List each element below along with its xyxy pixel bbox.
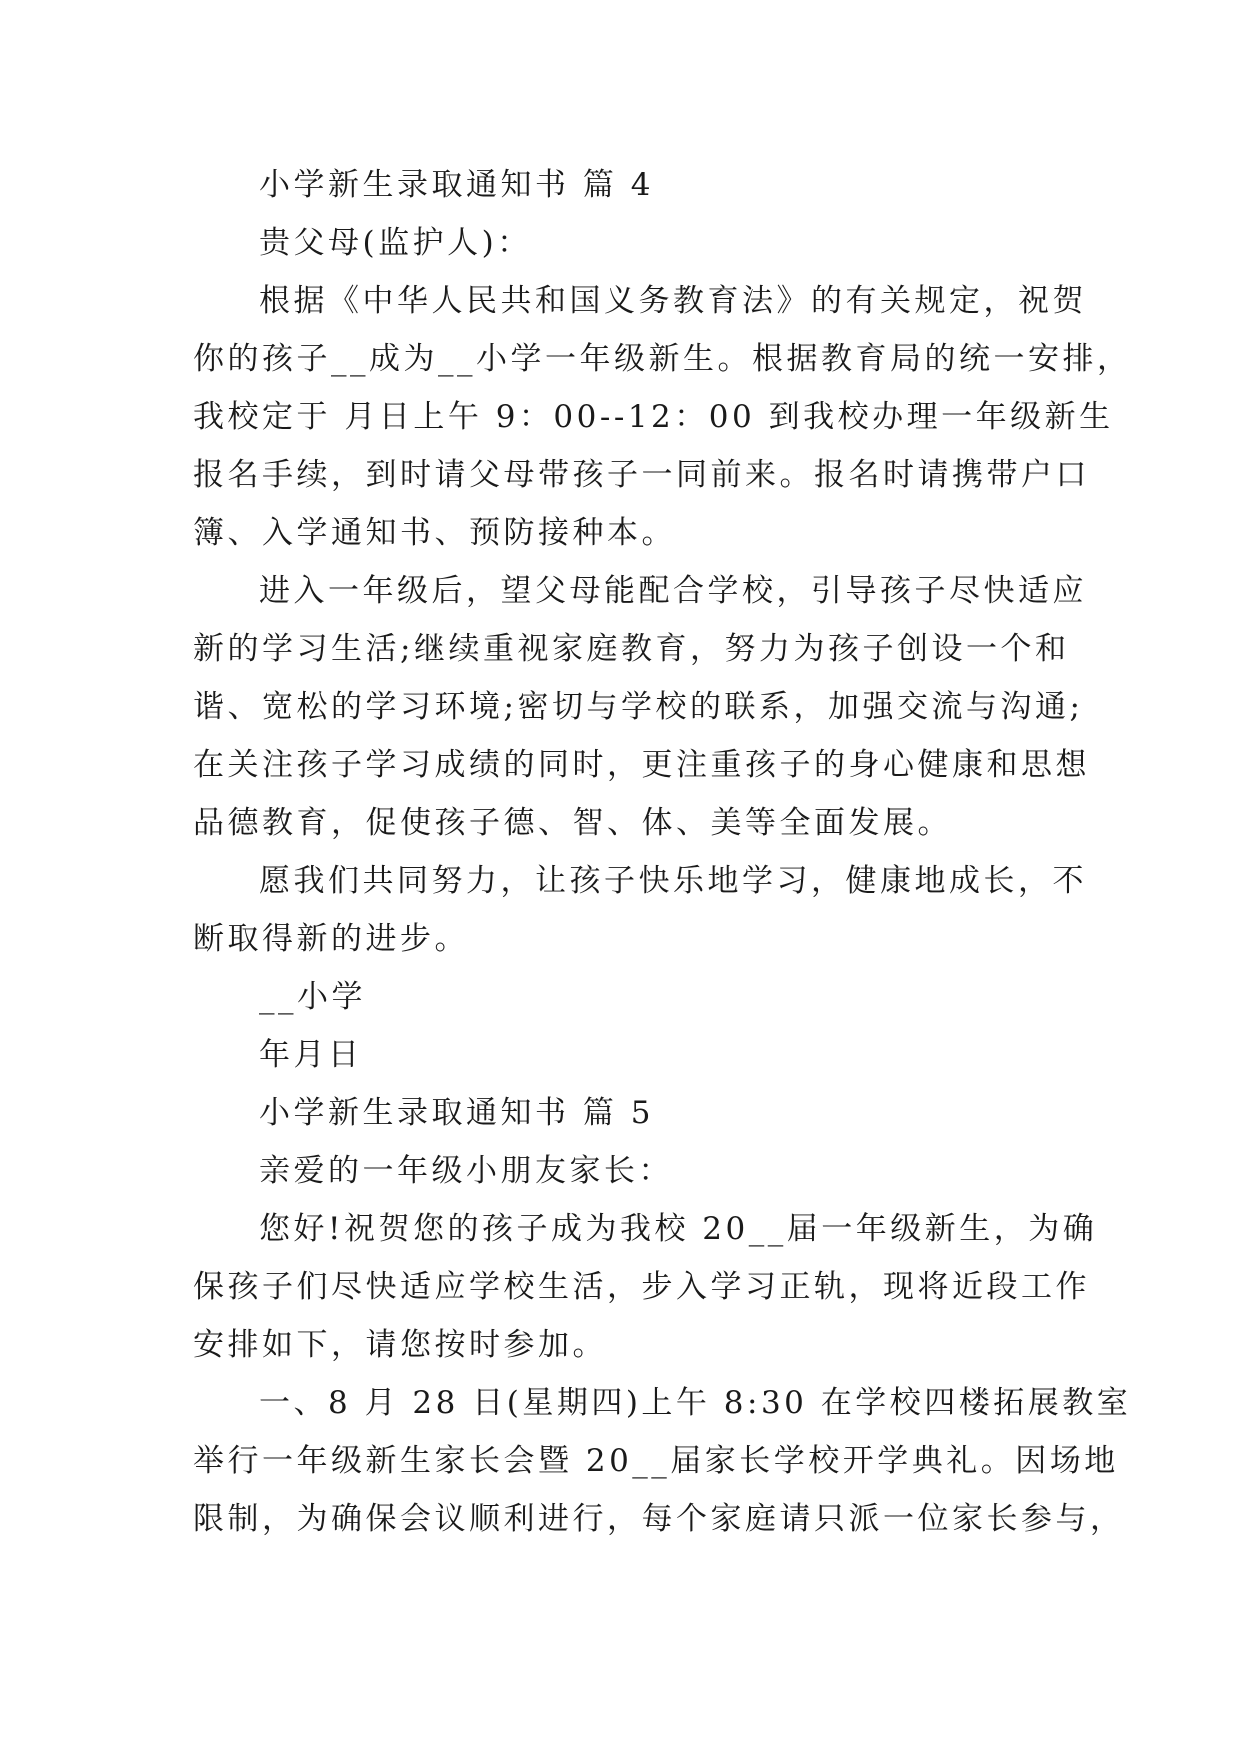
- paragraph-line: 谐、宽松的学习环境;密切与学校的联系，加强交流与沟通;: [193, 689, 1084, 725]
- section-4-date: 年月日: [259, 1037, 363, 1073]
- section-4-signature: __小学: [259, 979, 366, 1015]
- section-4-title: 小学新生录取通知书 篇 4: [259, 167, 654, 203]
- paragraph-line: 报名手续，到时请父母带孩子一同前来。报名时请携带户口: [193, 457, 1090, 493]
- document-page: [193, 156, 1132, 1548]
- paragraph-line: 新的学习生活;继续重视家庭教育，努力为孩子创设一个和: [193, 631, 1070, 667]
- section-4-paragraph-1: [193, 272, 1132, 562]
- paragraph-line: 进入一年级后，望父母能配合学校，引导孩子尽快适应: [259, 573, 1087, 609]
- paragraph-line: 保孩子们尽快适应学校生活，步入学习正轨，现将近段工作: [193, 1269, 1090, 1305]
- paragraph-line: 安排如下，请您按时参加。: [193, 1327, 607, 1363]
- paragraph-line: 我校定于 月日上午 9：00--12：00 到我校办理一年级新生: [193, 399, 1114, 435]
- section-5-title: 小学新生录取通知书 篇 5: [259, 1095, 654, 1131]
- paragraph-line: 在关注孩子学习成绩的同时，更注重孩子的身心健康和思想: [193, 747, 1090, 783]
- paragraph-line: 簿、入学通知书、预防接种本。: [193, 515, 676, 551]
- paragraph-line: 你的孩子__成为__小学一年级新生。根据教育局的统一安排，: [193, 341, 1132, 377]
- section-5-paragraph-1: [193, 1200, 1098, 1374]
- section-4-salutation: 贵父母(监护人)：: [259, 225, 532, 261]
- paragraph-line: 限制，为确保会议顺利进行，每个家庭请只派一位家长参与，: [193, 1501, 1125, 1537]
- section-4-paragraph-2: [193, 562, 1090, 852]
- paragraph-line: 愿我们共同努力，让孩子快乐地学习，健康地成长，不: [259, 863, 1087, 899]
- section-4-paragraph-3: [193, 852, 1087, 968]
- paragraph-line: 品德教育，促使孩子德、智、体、美等全面发展。: [193, 805, 952, 841]
- section-5-salutation: 亲爱的一年级小朋友家长：: [259, 1153, 673, 1189]
- paragraph-line: 举行一年级新生家长会暨 20__届家长学校开学典礼。因场地: [193, 1443, 1119, 1479]
- paragraph-line: 一、8 月 28 日(星期四)上午 8:30 在学校四楼拓展教室: [259, 1385, 1132, 1421]
- paragraph-line: 断取得新的进步。: [193, 921, 469, 957]
- paragraph-line: 根据《中华人民共和国义务教育法》的有关规定，祝贺: [259, 283, 1087, 319]
- section-5-paragraph-2: [193, 1374, 1132, 1548]
- paragraph-line: 您好!祝贺您的孩子成为我校 20__届一年级新生，为确: [259, 1211, 1098, 1247]
